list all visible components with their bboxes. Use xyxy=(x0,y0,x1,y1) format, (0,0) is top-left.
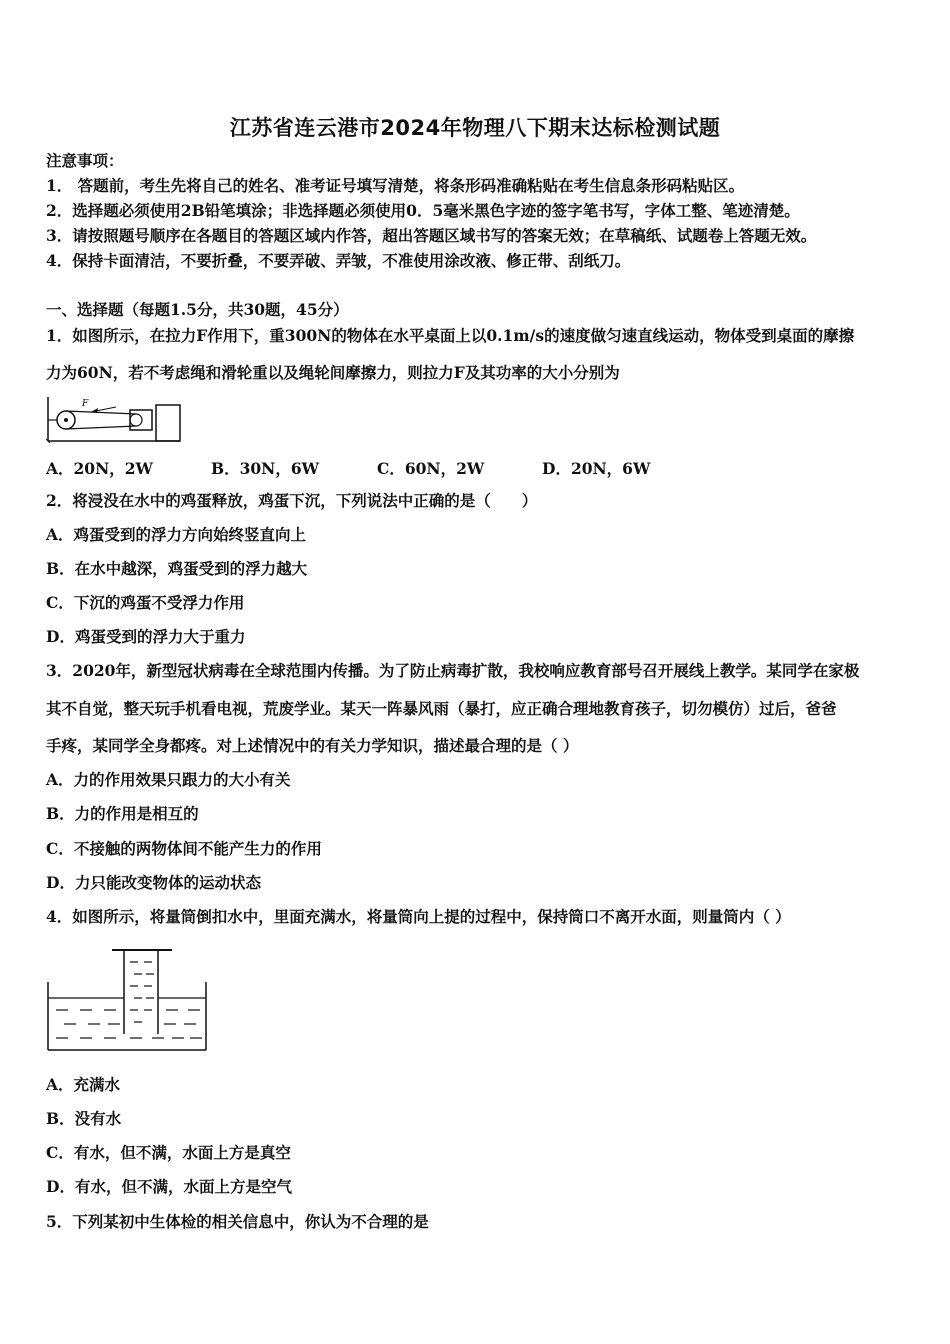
option-a[interactable]: A．鸡蛋受到的浮力方向始终竖直向上 xyxy=(46,525,307,544)
option-c[interactable]: C．60N，2W xyxy=(377,459,485,478)
notice-item: 1． 答题前，考生先将自己的姓名、准考证号填写清楚，将条形码准确粘贴在考生信息条形码粘贴区。 xyxy=(46,176,745,195)
graduated-cylinder-figure xyxy=(46,946,210,1054)
question-3-stem-cont: 手疼，某同学全身都疼。对上述情况中的有关力学知识，描述最合理的是（ ） xyxy=(46,736,579,755)
notice-item: 4．保持卡面清洁，不要折叠，不要弄破、弄皱，不准使用涂改液、修正带、刮纸刀。 xyxy=(46,251,631,270)
force-label: F xyxy=(82,399,89,409)
question-3-stem: 3．2020年，新型冠状病毒在全球范围内传播。为了防止病毒扩散，我校响应教育部号召开展线上教学。某同学在家极 xyxy=(46,661,860,680)
question-2-stem: 2．将浸没在水中的鸡蛋释放，鸡蛋下沉，下列说法中正确的是（ ） xyxy=(46,491,538,510)
option-c[interactable]: C．下沉的鸡蛋不受浮力作用 xyxy=(46,593,245,612)
notice-heading: 注意事项： xyxy=(46,151,124,170)
question-1-stem: 1．如图所示，在拉力F作用下，重300N的物体在水平桌面上以0.1m/s的速度做匀速直线运动，物体受到桌面的摩擦 xyxy=(46,326,855,345)
section-heading: 一、选择题（每题1.5分，共30题，45分） xyxy=(46,300,349,319)
option-b[interactable]: B．力的作用是相互的 xyxy=(46,804,199,823)
option-a[interactable]: A．20N，2W xyxy=(46,459,153,478)
option-c[interactable]: C．有水，但不满，水面上方是真空 xyxy=(46,1143,291,1162)
notice-item: 3．请按照题号顺序在各题目的答题区域内作答，超出答题区域书写的答案无效；在草稿纸、试题卷上答题无效。 xyxy=(46,226,817,245)
option-d[interactable]: D．有水，但不满，水面上方是空气 xyxy=(46,1177,292,1196)
option-a[interactable]: A．充满水 xyxy=(46,1075,121,1094)
question-4-stem: 4．如图所示，将量筒倒扣水中，里面充满水，将量筒向上提的过程中，保持筒口不离开水面，则量筒内（ ） xyxy=(46,907,791,926)
option-d[interactable]: D．20N，6W xyxy=(542,459,651,478)
option-d[interactable]: D．鸡蛋受到的浮力大于重力 xyxy=(46,627,246,646)
option-b[interactable]: B．没有水 xyxy=(46,1109,122,1128)
option-c[interactable]: C．不接触的两物体间不能产生力的作用 xyxy=(46,839,322,858)
pulley-figure xyxy=(46,395,186,445)
question-1-stem-cont: 力为60N，若不考虑绳和滑轮重以及绳轮间摩擦力，则拉力F及其功率的大小分别为 xyxy=(46,363,620,382)
question-3-stem-cont: 其不自觉，整天玩手机看电视，荒废学业。某天一阵暴风雨（暴打，应正确合理地教育孩子，切勿模仿）过后，爸爸 xyxy=(46,699,837,718)
question-5-stem: 5．下列某初中生体检的相关信息中，你认为不合理的是 xyxy=(46,1212,429,1231)
page-title: 江苏省连云港市2024年物理八下期末达标检测试题 xyxy=(229,116,721,140)
notice-item: 2．选择题必须使用2B铅笔填涂；非选择题必须使用0．5毫米黑色字迹的签字笔书写，字体工整、笔迹清楚。 xyxy=(46,201,800,220)
option-d[interactable]: D．力只能改变物体的运动状态 xyxy=(46,873,261,892)
option-b[interactable]: B．30N，6W xyxy=(211,459,320,478)
option-a[interactable]: A．力的作用效果只跟力的大小有关 xyxy=(46,770,291,789)
option-b[interactable]: B．在水中越深，鸡蛋受到的浮力越大 xyxy=(46,559,308,578)
